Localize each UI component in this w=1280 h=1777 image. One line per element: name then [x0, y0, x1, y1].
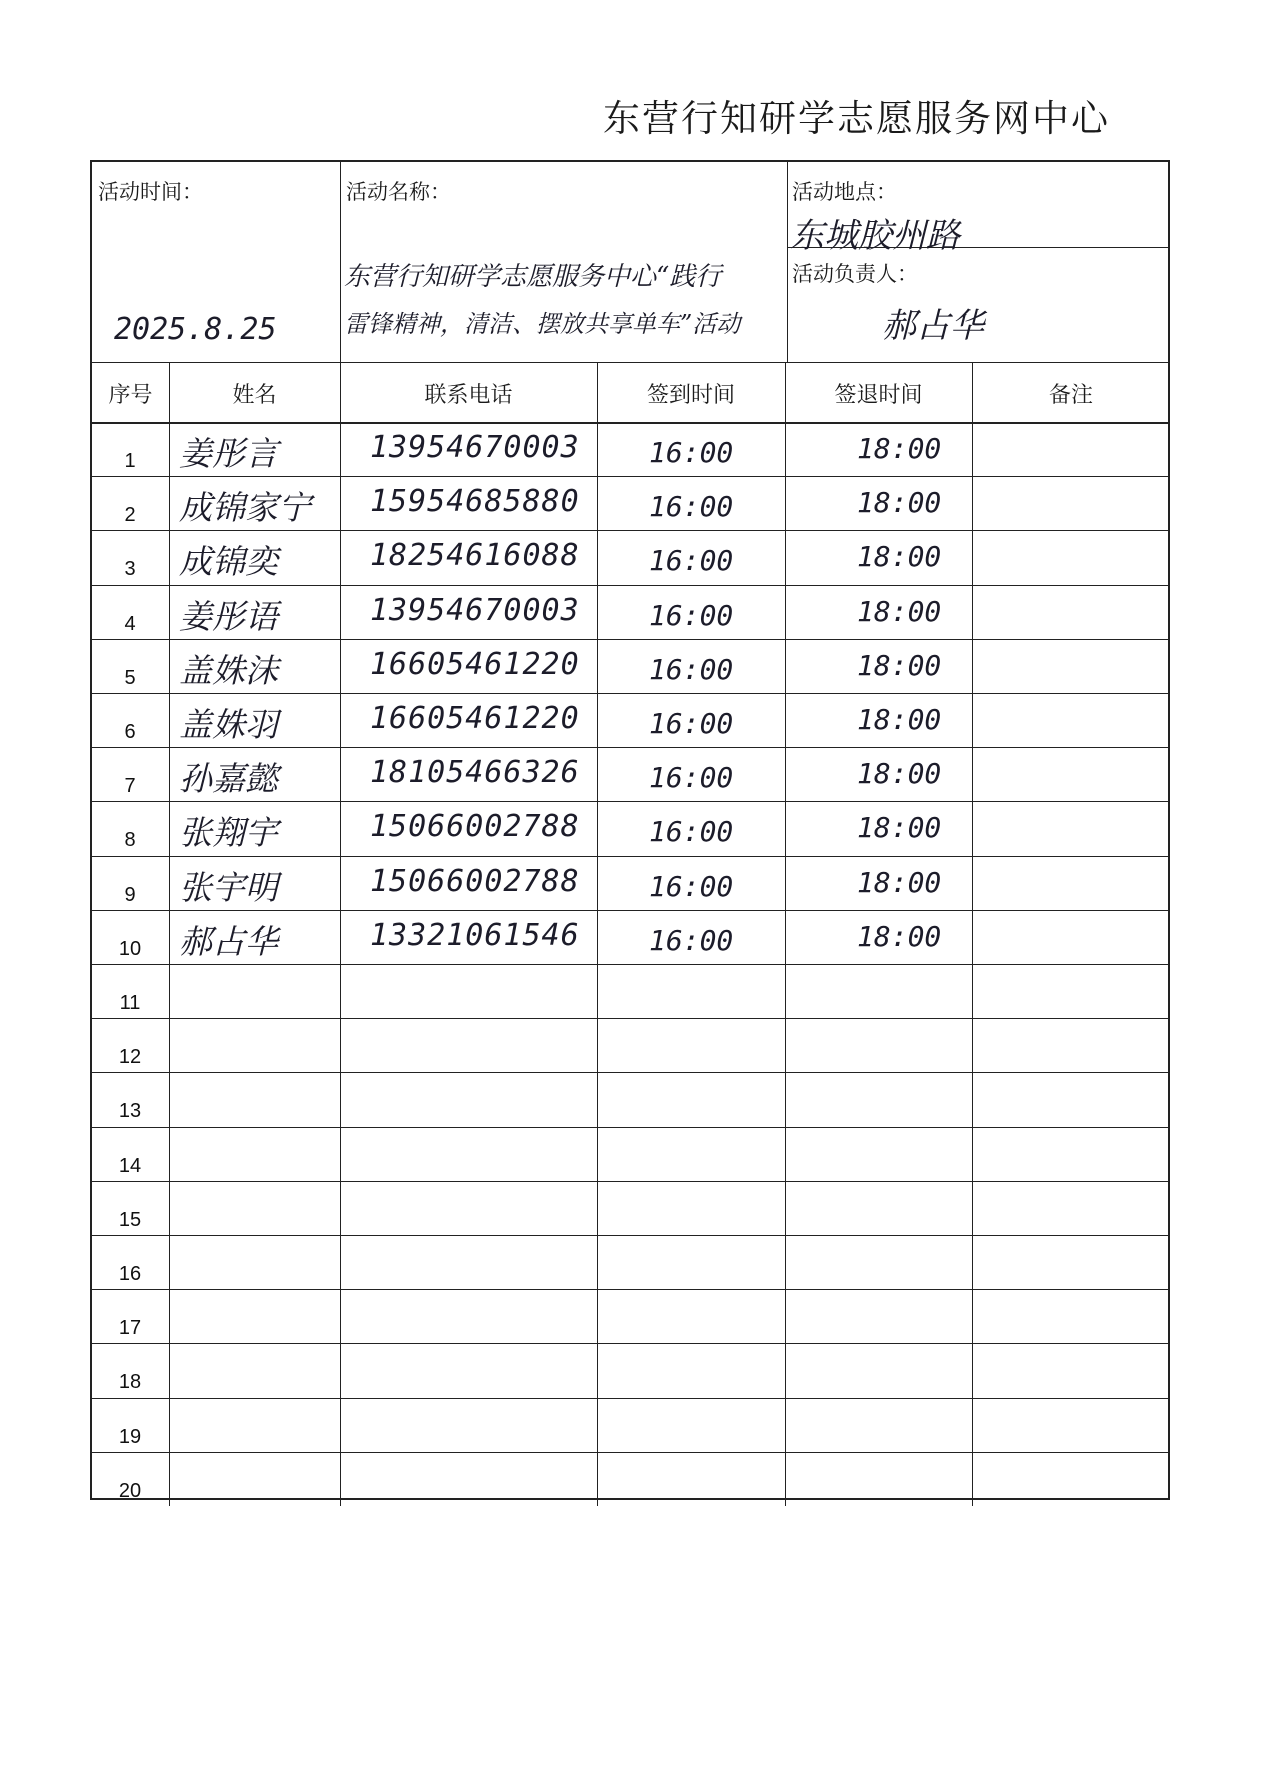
check-out-time: 18:00 — [857, 757, 942, 791]
participant-name: 成锦家宁 — [179, 488, 311, 528]
table-row-divider — [92, 1235, 1170, 1236]
check-in-time: 16:00 — [649, 761, 734, 795]
table-row-divider — [92, 1343, 1170, 1344]
check-in-time: 16:00 — [649, 598, 734, 632]
activity-name-label: 活动名称： — [346, 180, 451, 204]
column-header: 姓名 — [232, 383, 277, 408]
table-top-border — [92, 362, 1170, 363]
row-number: 8 — [124, 829, 136, 852]
table-row-divider — [92, 585, 1170, 586]
activity-leader-value: 郝占华 — [882, 306, 984, 346]
org-title: 东营行知研学志愿服务网中心 — [603, 97, 1110, 140]
check-out-time: 18:00 — [857, 432, 942, 465]
table-column-divider — [785, 362, 786, 1506]
row-number: 12 — [118, 1046, 142, 1069]
check-in-time: 16:00 — [649, 652, 734, 686]
check-in-time: 16:00 — [649, 436, 734, 469]
info-divider-2 — [787, 162, 788, 362]
check-in-time: 16:00 — [649, 923, 734, 957]
check-out-time: 18:00 — [857, 486, 942, 520]
check-out-time: 18:00 — [857, 811, 942, 845]
column-header: 签到时间 — [646, 383, 735, 408]
participant-phone: 16605461220 — [370, 701, 580, 736]
activity-time-label: 活动时间： — [98, 180, 203, 204]
sign-in-sheet — [90, 160, 1170, 1500]
check-out-time: 18:00 — [857, 648, 942, 682]
row-number: 15 — [118, 1208, 142, 1231]
table-row-divider — [92, 1452, 1170, 1453]
table-column-divider — [340, 362, 341, 1506]
table-row-divider — [92, 910, 1170, 911]
participant-name: 姜彤语 — [179, 596, 278, 636]
table-row-divider — [92, 476, 1170, 477]
table-row-divider — [92, 1072, 1170, 1073]
table-column-divider — [169, 362, 170, 1506]
participant-phone: 15066002788 — [370, 809, 580, 845]
check-in-time: 16:00 — [649, 490, 734, 524]
participant-phone: 15954685880 — [370, 484, 580, 520]
table-row-divider — [92, 639, 1170, 640]
row-number: 17 — [118, 1317, 142, 1340]
row-number: 10 — [118, 937, 142, 960]
table-row-divider — [92, 1398, 1170, 1399]
participant-name: 孙嘉懿 — [179, 759, 278, 799]
table-row-divider — [92, 801, 1170, 802]
row-number: 16 — [118, 1263, 142, 1285]
column-header: 联系电话 — [424, 383, 513, 408]
check-out-time: 18:00 — [857, 865, 942, 899]
table-row-divider — [92, 747, 1170, 748]
table-row-divider — [92, 1181, 1170, 1182]
check-in-time: 16:00 — [649, 544, 734, 578]
row-number: 2 — [124, 504, 136, 527]
check-in-time: 16:00 — [649, 707, 734, 740]
row-number: 20 — [118, 1479, 142, 1502]
table-row-divider — [92, 964, 1170, 965]
row-number: 1 — [124, 450, 136, 472]
table-row-divider — [92, 856, 1170, 857]
table-row-divider — [92, 693, 1170, 694]
row-number: 13 — [118, 1100, 142, 1123]
participant-name: 盖姝沫 — [179, 650, 278, 690]
row-number: 7 — [124, 775, 136, 798]
table-header-border — [92, 422, 1170, 424]
table-row-divider — [92, 1127, 1170, 1128]
activity-name-line1: 东营行知研学志愿服务中心“践行 — [344, 262, 722, 292]
activity-time-value: 2025.8.25 — [114, 312, 277, 347]
column-header: 序号 — [108, 383, 153, 408]
row-number: 19 — [118, 1425, 142, 1448]
participant-phone: 18254616088 — [370, 538, 580, 574]
activity-leader-label: 活动负责人： — [792, 262, 918, 286]
row-number: 18 — [118, 1371, 142, 1394]
check-in-time: 16:00 — [649, 815, 734, 849]
participant-name: 郝占华 — [179, 921, 278, 961]
row-number: 11 — [119, 992, 141, 1014]
info-divider-1 — [340, 162, 341, 362]
row-number: 5 — [124, 666, 136, 689]
activity-place-label: 活动地点： — [792, 180, 897, 204]
participant-phone: 13954670003 — [370, 430, 580, 465]
participant-name: 姜彤言 — [179, 434, 278, 473]
activity-place-value: 东城胶州路 — [790, 216, 960, 256]
participant-phone: 13954670003 — [370, 592, 580, 628]
participant-phone: 13321061546 — [370, 917, 580, 953]
row-number: 14 — [118, 1154, 142, 1177]
participant-name: 张翔宇 — [179, 813, 278, 853]
participant-name: 成锦奕 — [179, 542, 278, 582]
participant-phone: 15066002788 — [370, 863, 580, 899]
table-row-divider — [92, 1289, 1170, 1290]
table-row-divider — [92, 1018, 1170, 1019]
column-header: 签退时间 — [834, 383, 923, 408]
check-in-time: 16:00 — [649, 869, 734, 903]
check-out-time: 18:00 — [857, 703, 942, 736]
row-number: 4 — [124, 612, 136, 635]
row-number: 3 — [124, 558, 136, 581]
participant-name: 张宇明 — [179, 867, 278, 907]
row-number: 9 — [124, 883, 136, 906]
table-row-divider — [92, 530, 1170, 531]
check-out-time: 18:00 — [857, 919, 942, 953]
row-number: 6 — [124, 721, 136, 743]
check-out-time: 18:00 — [857, 594, 942, 628]
check-out-time: 18:00 — [857, 540, 942, 574]
activity-name-line2: 雷锋精神，清洁、摆放共享单车”活动 — [344, 310, 741, 338]
participant-phone: 18105466326 — [370, 755, 580, 791]
participant-name: 盖姝羽 — [179, 705, 278, 744]
table-column-divider — [972, 362, 973, 1506]
table-column-divider — [597, 362, 598, 1506]
participant-phone: 16605461220 — [370, 646, 580, 682]
column-header: 备注 — [1048, 383, 1093, 408]
